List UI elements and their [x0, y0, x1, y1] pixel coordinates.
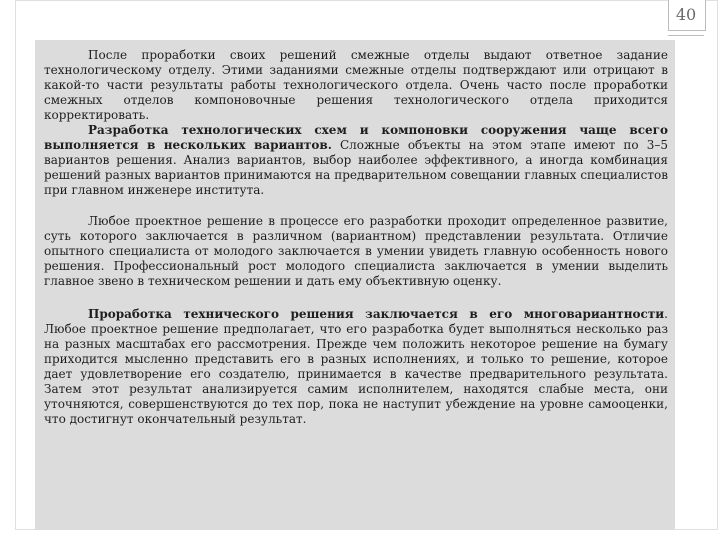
paragraph-4-text: . Любое проектное решение предполагает, что его разработка будет выполняться несколько раз на разных масштабах его рассмотрения. Прежде чем положить некоторое решение на бумагу приходится мысленно представить его в разных исполнениях, и только то решение, которое дает удовлетворение его создателю, принимается в качестве предварительного результата. Затем этот результат анализируется самим исполнителем, находятся слабые места, они уточняются, совершенствуются до тех пор, пока не наступит убеждение на уровне самооценки, что достигнут окончательный результат. [44, 307, 668, 426]
header-rule [668, 35, 704, 36]
paragraph-2-heading: Разработка технологических схем и компоновки сооружения чаще всего выполняется в нескольких вариантов. [44, 123, 668, 152]
paragraph-4 [44, 307, 668, 427]
paragraph-1: После проработки своих решений смежные отделы выдают ответное задание технологическому отделу. Этими заданиями смежные отделы подтверждают или отрицают в какой-то части результаты работы технологического отдела. Очень часто после проработки смежных отделов компоновочные решения технологического отдела приходится корректировать. [44, 48, 668, 122]
document-body [44, 48, 668, 427]
paragraph-2-text: Сложные объекты на этом этапе имеют по 3–5 вариантов решения. Анализ вариантов, выбор наиболее эффективного, а иногда комбинация решений разных вариантов принимаются на предварительном совещании главных специалистов при главном инженере института. [44, 138, 669, 197]
paragraph-4-heading: Проработка технического решения заключается в его многовариантности [88, 307, 665, 321]
page-number: 40 [675, 5, 697, 24]
paragraph-3: Любое проектное решение в процессе его разработки проходит определенное развитие, суть которого заключается в различном (вариантном) представлении результата. Отличие опытного специалиста от молодого заключается в умении увидеть главную особенность нового решения. Профессиональный рост молодого специалиста заключается в умении выделить главное звено в техническом решении и дать ему объективную оценку. [44, 214, 668, 288]
paragraph-2 [44, 123, 668, 198]
